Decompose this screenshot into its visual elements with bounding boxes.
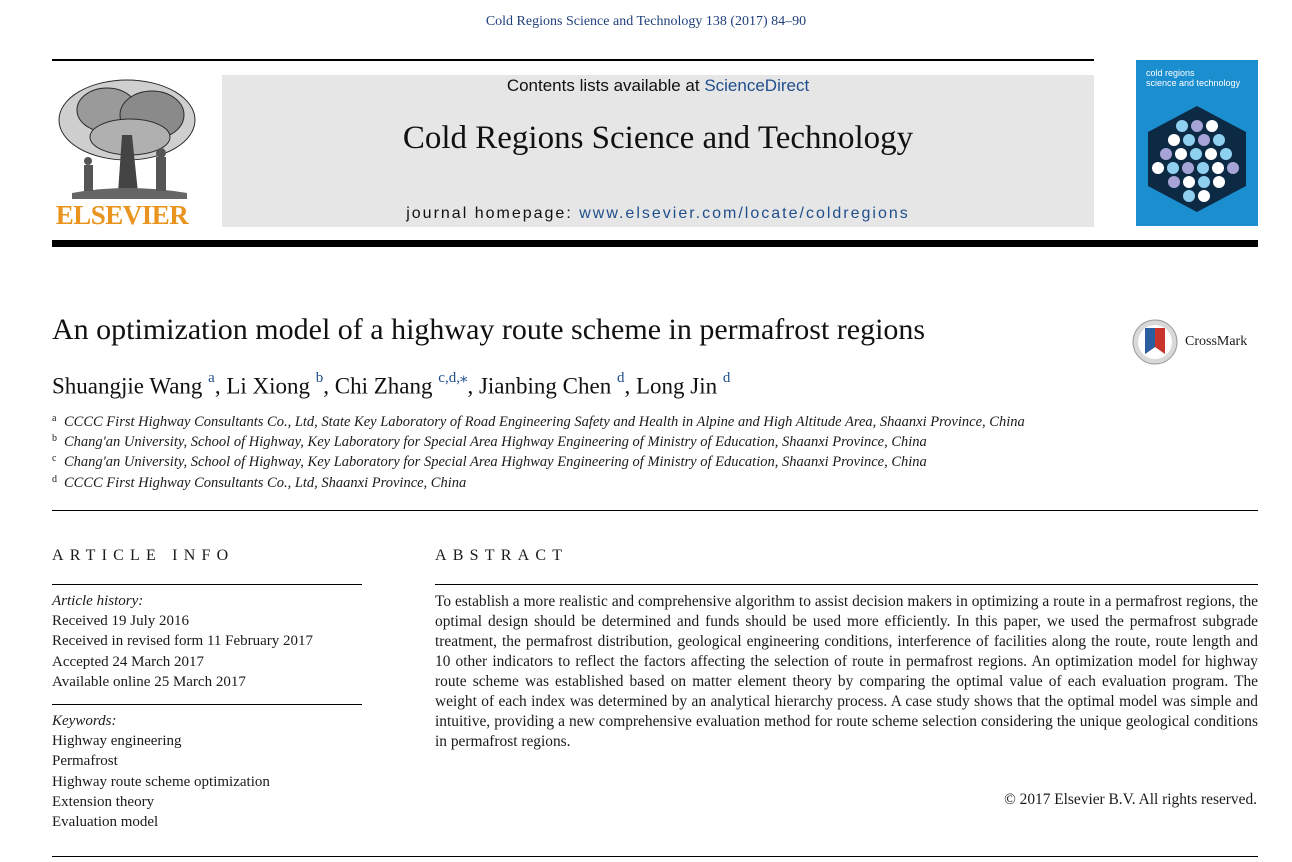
affiliation-key: a <box>52 413 57 424</box>
section-divider <box>52 510 1258 511</box>
affiliation-text: Chang'an University, School of Highway, Key Laboratory for Special Area Highway Engineering of Ministry of Education, Shaanxi Province, China <box>64 454 927 470</box>
crossmark-label[interactable]: CrossMark <box>1185 334 1248 349</box>
contents-prefix: Contents lists available at <box>506 76 705 95</box>
sciencedirect-link[interactable]: ScienceDirect <box>704 76 810 95</box>
article-info-rule <box>52 584 362 585</box>
author-separator: , <box>323 373 335 399</box>
header-thick-rule <box>52 240 1258 247</box>
author-list <box>52 371 730 400</box>
author-name[interactable]: Long Jin <box>635 373 718 399</box>
author-affiliation-sup[interactable]: d <box>616 370 625 386</box>
cover-title-line2: science and technology <box>1146 78 1241 88</box>
keyword-item: Highway route scheme optimization <box>52 773 270 790</box>
crossmark-icon[interactable] <box>1131 318 1179 366</box>
cover-title <box>1146 68 1256 88</box>
keyword-item: Highway engineering <box>52 733 182 750</box>
affiliation-item <box>52 454 927 471</box>
journal-homepage <box>222 205 1094 223</box>
keywords-list <box>52 711 372 832</box>
affiliation-text: CCCC First Highway Consultants Co., Ltd, State Key Laboratory of Road Engineering Safety and Health in Alpine and High Altitude Area, Shaanxi Province, China <box>64 414 1025 430</box>
author-separator: , <box>467 373 479 399</box>
journal-name: Cold Regions Science and Technology <box>402 120 914 156</box>
author-name[interactable]: Chi Zhang <box>334 373 433 399</box>
author-name[interactable]: Jianbing Chen <box>478 373 612 399</box>
elsevier-wordmark: ELSEVIER <box>55 200 189 230</box>
homepage-prefix: journal homepage: <box>406 205 580 222</box>
abstract-body: To establish a more realistic and comprehensive algorithm to assist decision makers in optimizing a route in a permafrost regions, the optimal design should be determined and funds should be used more efficiently. In this paper, we used the permafrost subgrade treatment, the permafrost distribution, geological engineering conditions, interference of facilities along the route, route length and 10 other indicators to reflect the factors affecting the selection of route in permafrost regions. An optimization model for highway route scheme was established based on matter element theory by comparing the optimal value of each evaluation program. The weight of each index was determined by an analytical hierarchy process. A case study shows that the optimal model was simple and intuitive, providing a new comprehensive evaluation method for route scheme selection considering the unique geological conditions in permafrost regions. <box>435 593 1258 750</box>
header-top-rule <box>52 59 1094 61</box>
history-label: Article history: <box>52 593 144 609</box>
author-affiliation-sup[interactable]: b <box>315 370 324 386</box>
history-entry: Received in revised form 11 February 2017 <box>52 633 314 650</box>
keyword-item: Permafrost <box>52 753 118 770</box>
author-name[interactable]: Li Xiong <box>226 373 311 399</box>
abstract-rule <box>435 584 1258 585</box>
abstract-heading: ABSTRACT <box>435 547 569 564</box>
author-affiliation-sup[interactable]: c,d,⁎ <box>438 370 468 386</box>
affiliation-key: b <box>52 433 57 444</box>
bottom-rule <box>52 856 1258 857</box>
article-info-heading: ARTICLE INFO <box>52 547 235 564</box>
affiliation-text: CCCC First Highway Consultants Co., Ltd, Shaanxi Province, China <box>64 475 467 491</box>
author-affiliation-sup[interactable]: a <box>208 370 215 386</box>
author-separator: , <box>214 373 227 399</box>
affiliation-key: c <box>52 453 57 464</box>
journal-citation[interactable]: Cold Regions Science and Technology 138 (2017) 84–90 <box>485 14 807 29</box>
affiliation-text: Chang'an University, School of Highway, Key Laboratory for Special Area Highway Engineering of Ministry of Education, Shaanxi Province, China <box>64 434 927 450</box>
keywords-label: Keywords: <box>52 713 117 729</box>
homepage-link[interactable]: www.elsevier.com/locate/coldregions <box>579 205 910 222</box>
keyword-item: Evaluation model <box>52 814 159 831</box>
history-entry: Available online 25 March 2017 <box>52 673 246 690</box>
affiliation-item <box>52 434 927 451</box>
affiliation-item <box>52 414 1025 431</box>
author-affiliation-sup[interactable]: d <box>722 370 731 386</box>
author-name[interactable]: Shuangjie Wang <box>52 373 203 399</box>
keyword-item: Extension theory <box>52 793 155 810</box>
history-entry: Received 19 July 2016 <box>52 613 190 630</box>
author-separator: , <box>624 373 636 399</box>
keywords-rule <box>52 704 362 705</box>
cover-title-line1: cold regions <box>1146 68 1195 78</box>
cover-hexagon-graphic <box>1144 104 1250 214</box>
affiliation-item <box>52 475 466 492</box>
history-entry: Accepted 24 March 2017 <box>52 653 205 670</box>
contents-availability <box>222 76 1094 96</box>
affiliation-key: d <box>52 474 57 485</box>
copyright-notice: © 2017 Elsevier B.V. All rights reserved. <box>1004 791 1257 808</box>
article-title: An optimization model of a highway route scheme in permafrost regions <box>52 313 926 346</box>
article-history <box>52 591 372 692</box>
